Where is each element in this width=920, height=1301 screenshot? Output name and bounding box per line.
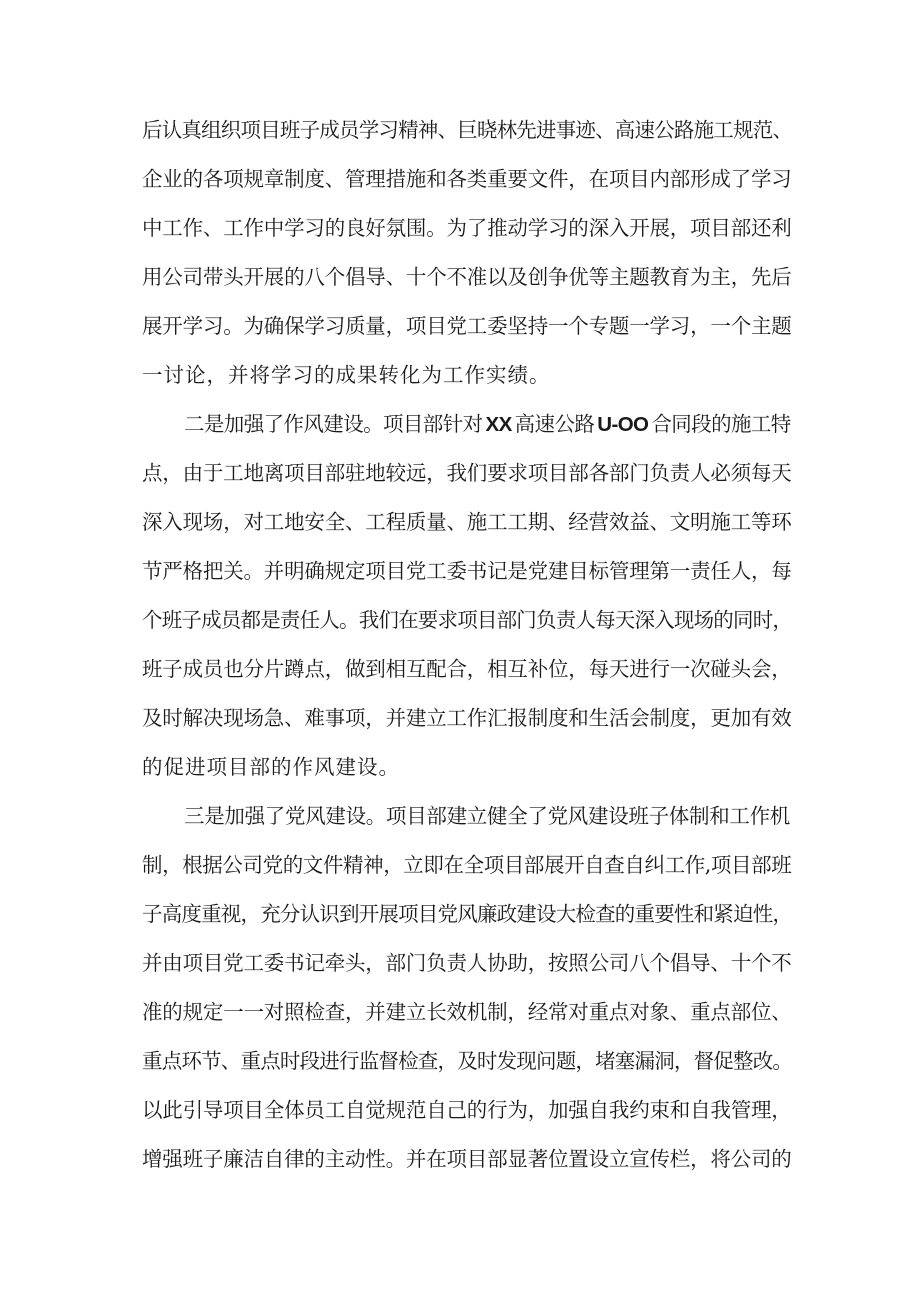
paragraph-2-line-7: 及时解决现场急、难事项，并建立工作汇报制度和生活会制度，更加有效 [142,706,792,730]
paragraph-2-xx: XX [485,413,512,436]
paragraph-3-line-7: 以此引导项目全体员工自觉规范自己的行为，加强自我约束和自我管理， [142,1098,792,1122]
paragraph-1-line-2: 企业的各项规章制度、管理措施和各类重要文件，在项目内部形成了学习 [142,167,792,191]
paragraph-2-text-c: 合同段的施工特 [651,412,791,436]
paragraph-3-line-3: 子高度重视，充分认识到开展项目党风廉政建设大检查的重要性和紧迫性， [142,902,793,926]
paragraph-3-line-4: 并由项目党工委书记牵头，部门负责人协助，按照公司八个倡导、十个不 [142,951,792,975]
paragraph-3-line-1: 三是加强了党风建设。项目部建立健全了党风建设班子体制和工作机 [184,804,790,828]
paragraph-2-text-b: 高速公路 [514,412,595,436]
paragraph-1-line-5: 展开学习。为确保学习质量，项目党工委坚持一个专题一学习，一个主题 [142,314,792,338]
paragraph-3-line-6: 重点环节、重点时段进行监督检查，及时发现问题，堵塞漏洞，督促整改。 [142,1049,793,1073]
paragraph-3-line-5: 准的规定一一对照检查，并建立长效机制，经常对重点对象、重点部位、 [142,1000,792,1024]
paragraph-2-line-6: 班子成员也分片蹲点，做到相互配合，相互补位，每天进行一次碰头会， [142,657,792,681]
paragraph-2-code: U-OO [597,413,649,436]
paragraph-2-line-3: 深入现场，对工地安全、工程质量、施工工期、经营效益、文明施工等环 [142,510,792,534]
paragraph-2-line-5: 个班子成员都是责任人。我们在要求项目部门负责人每天深入现场的同时， [142,608,793,632]
paragraph-1-line-1: 后认真组织项目班子成员学习精神、巨晓林先进事迹、高速公路施工规范、 [142,118,793,142]
paragraph-2-line-4: 节严格把关。并明确规定项目党工委书记是党建目标管理第一责任人，每 [142,559,792,583]
paragraph-2-line-2: 点，由于工地离项目部驻地较远，我们要求项目部各部门负责人必须每天 [142,461,792,485]
paragraph-1-line-4: 用公司带头开展的八个倡导、十个不准以及创争优等主题教育为主，先后 [142,265,792,289]
paragraph-3-line-8: 增强班子廉洁自律的主动性。并在项目部显著位置设立宣传栏，将公司的 [142,1147,792,1171]
paragraph-2-line-1 [184,411,791,438]
paragraph-1-line-3: 中工作、工作中学习的良好氛围。为了推动学习的深入开展，项目部还利 [142,216,792,240]
paragraph-2-line-8: 的促进项目部的作风建设。 [142,755,400,779]
paragraph-2-text-a: 二是加强了作风建设。项目部针对 [184,412,483,436]
paragraph-1-line-6: 一讨论，并将学习的成果转化为工作实绩。 [142,363,551,387]
paragraph-3-line-2: 制，根据公司党的文件精神，立即在全项目部展开自查自纠工作,项目部班 [142,853,792,877]
